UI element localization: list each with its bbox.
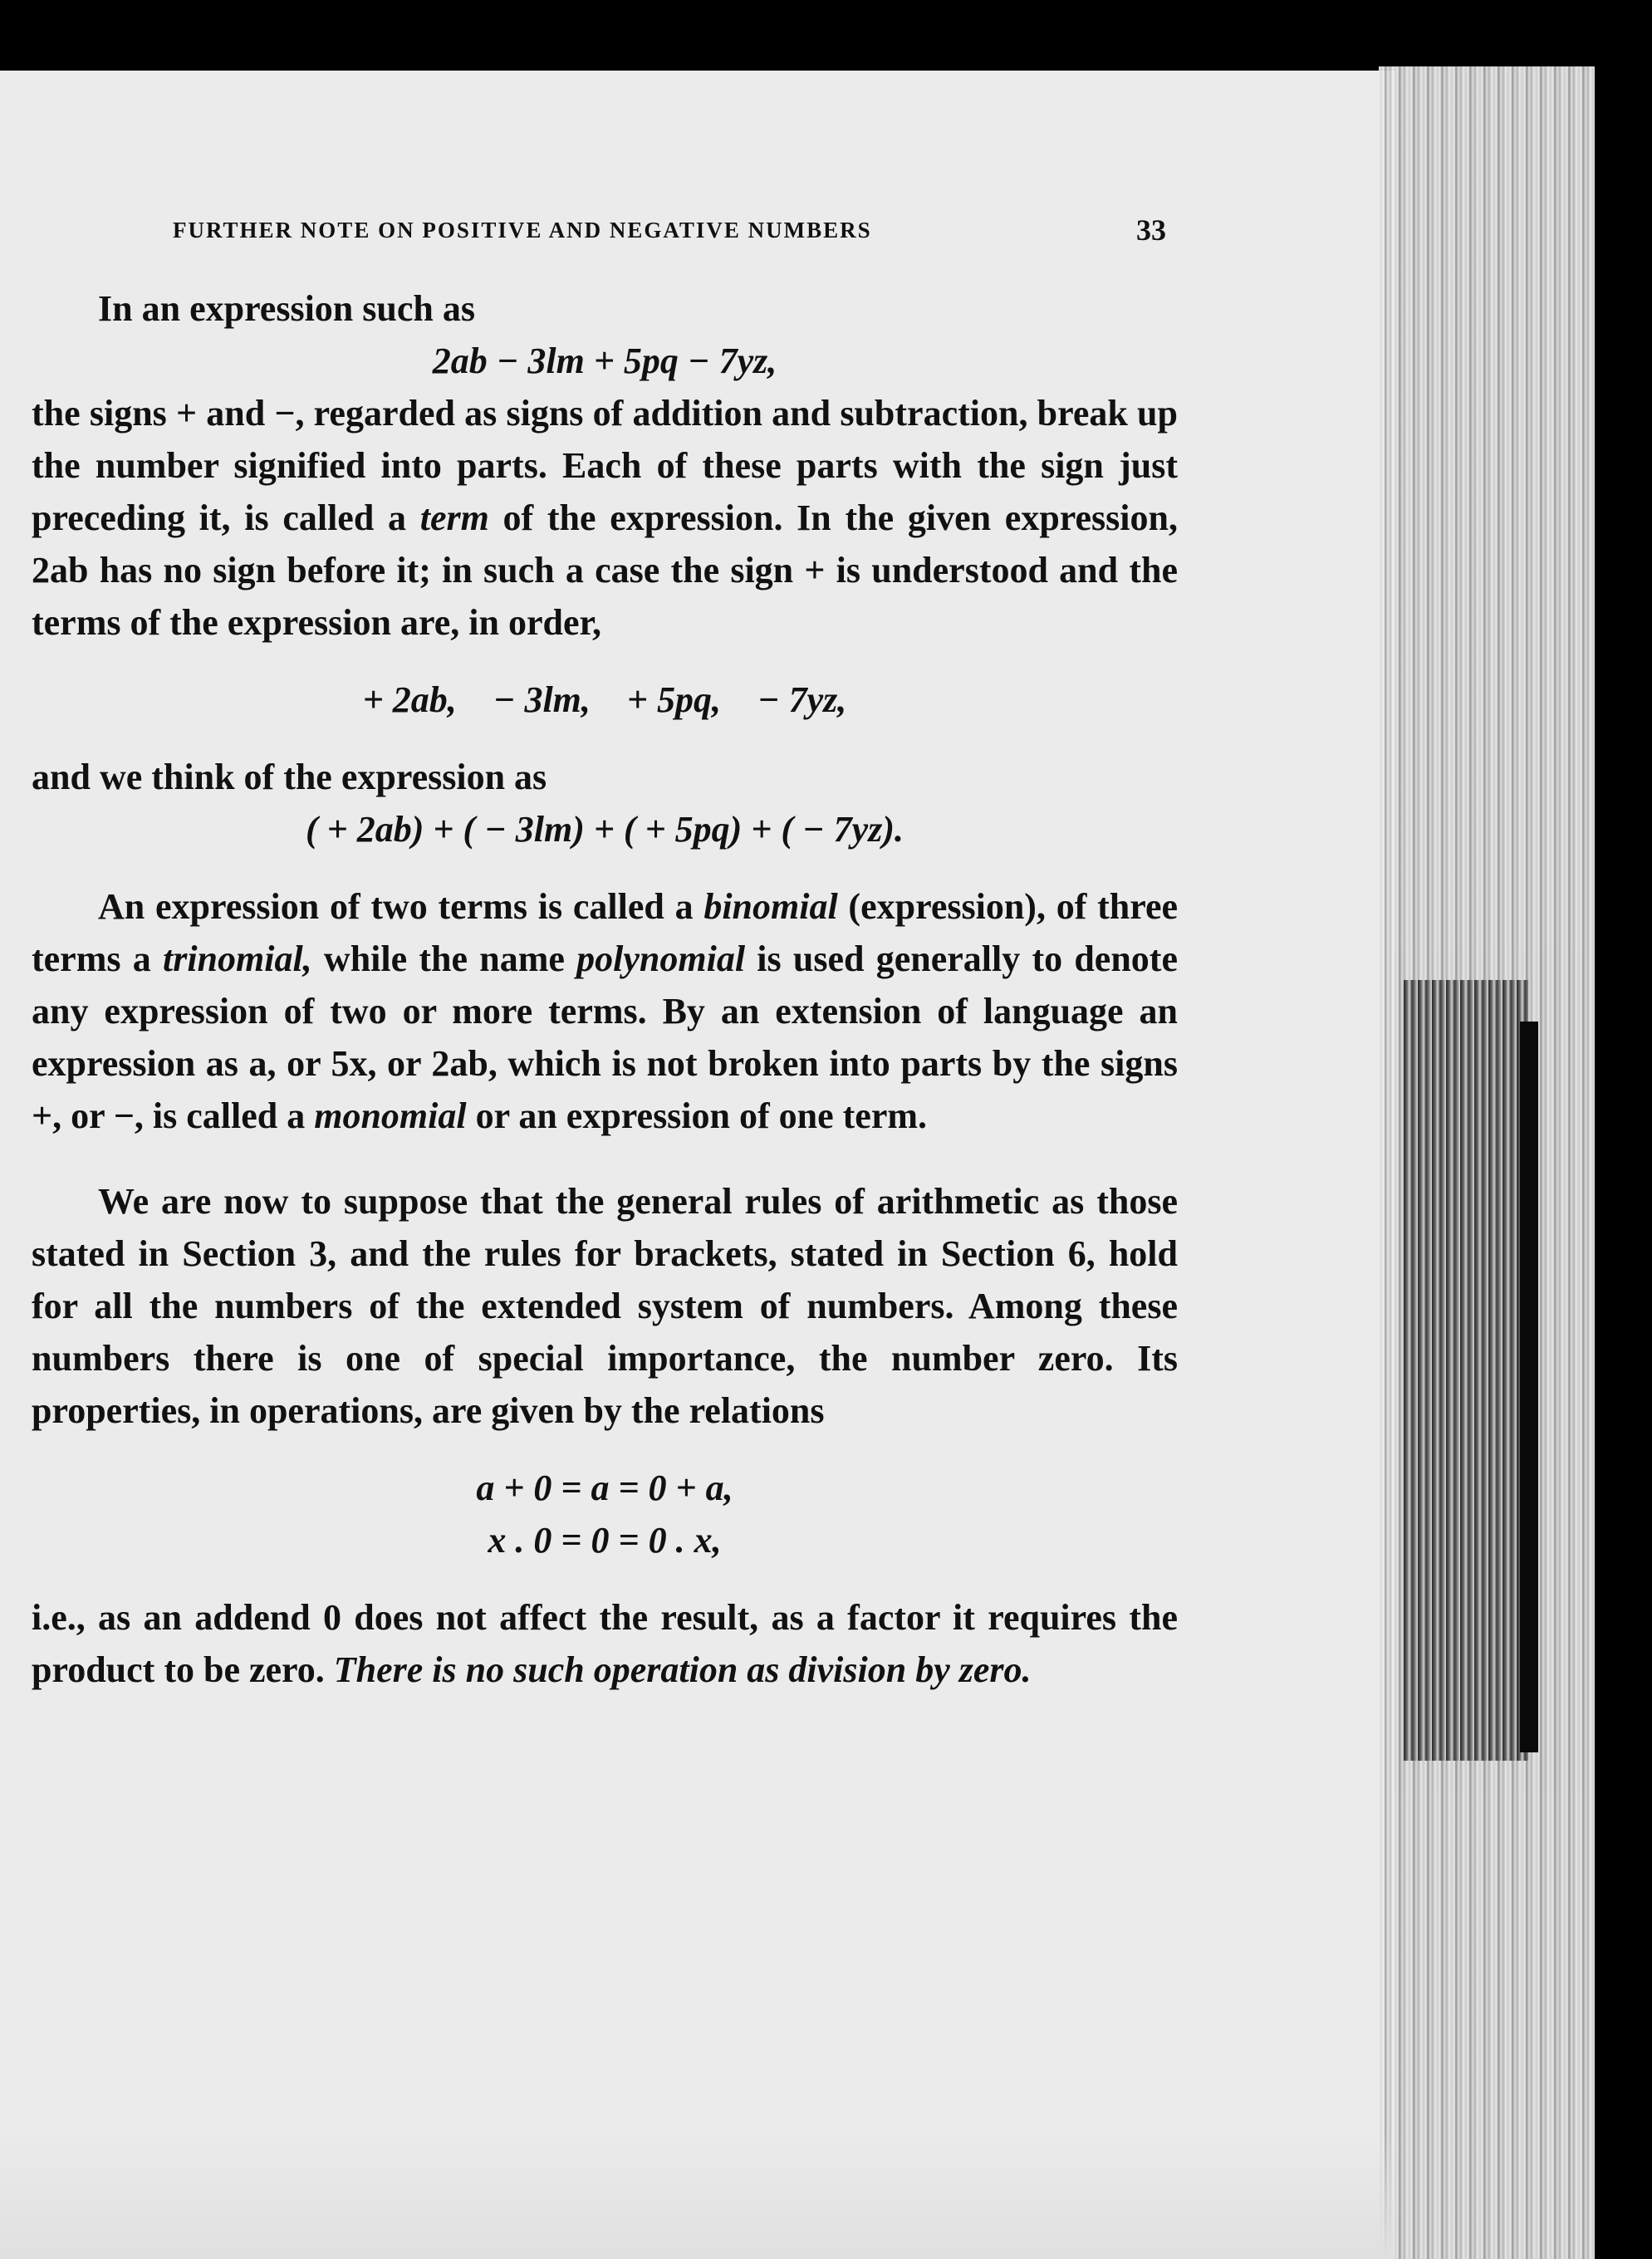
page-edge-line: [1520, 1022, 1538, 1752]
equation-multiplication-zero: x . 0 = 0 = 0 . x,: [488, 1520, 722, 1561]
paragraph-think: and we think of the expression as: [32, 757, 547, 797]
page-bottom-shading: [0, 2126, 1395, 2259]
paragraph-intro: In an expression such as: [98, 288, 475, 329]
page-number: 33: [1136, 213, 1166, 247]
binomial-word: binomial: [703, 886, 838, 927]
equation-terms: + 2ab, − 3lm, + 5pq, − 7yz,: [362, 679, 847, 720]
paragraph-zero: We are now to suppose that the general rules of arithmetic as those stated in Section 3, and the rules for brackets, stated in Section 6, hold for all the numbers of the extended system of numbers. Among these numbers there is one of special importance, the number zero. Its properties, in operations, are given by the relations: [32, 1181, 1178, 1431]
page-edge-shadow: [1404, 980, 1528, 1761]
equation-bracketed: ( + 2ab) + ( − 3lm) + ( + 5pq) + ( − 7yz).: [305, 809, 904, 850]
polynomial-word: polynomial: [576, 938, 746, 979]
page-body: [32, 282, 1178, 1696]
paragraph-signs: the signs + and −, regarded as signs of addition and subtraction, break up the number signified into parts. Each of these parts with the sign just preceding it, is called a term of the expression. In the given expression, 2ab has no sign before it; in such a case the sign + is understood and the terms of the expression are, in order,: [32, 393, 1178, 643]
equation-expression: 2ab − 3lm + 5pq − 7yz,: [432, 341, 777, 381]
page-edges: [1379, 66, 1595, 2259]
equation-addition-zero: a + 0 = a = 0 + a,: [476, 1468, 733, 1508]
monomial-word: monomial: [314, 1095, 467, 1136]
division-by-zero-statement: There is no such operation as division by zero.: [333, 1649, 1032, 1690]
running-title: FURTHER NOTE ON POSITIVE AND NEGATIVE NUMBERS: [173, 218, 872, 243]
paragraph-division-zero: i.e., as an addend 0 does not affect the result, as a factor it requires the product to be zero. There is no such operation as division by zero.: [32, 1597, 1178, 1690]
paragraph-binomial: An expression of two terms is called a binomial (expression), of three terms a trinomial, while the name polynomial is used generally to denote any expression of two or more terms. By an extension of language an expression as a, or 5x, or 2ab, which is not broken into parts by the signs +, or −, is called a monomial or an expression of one term.: [32, 886, 1179, 1136]
term-word: term: [419, 497, 489, 538]
trinomial-word: trinomial,: [162, 938, 312, 979]
